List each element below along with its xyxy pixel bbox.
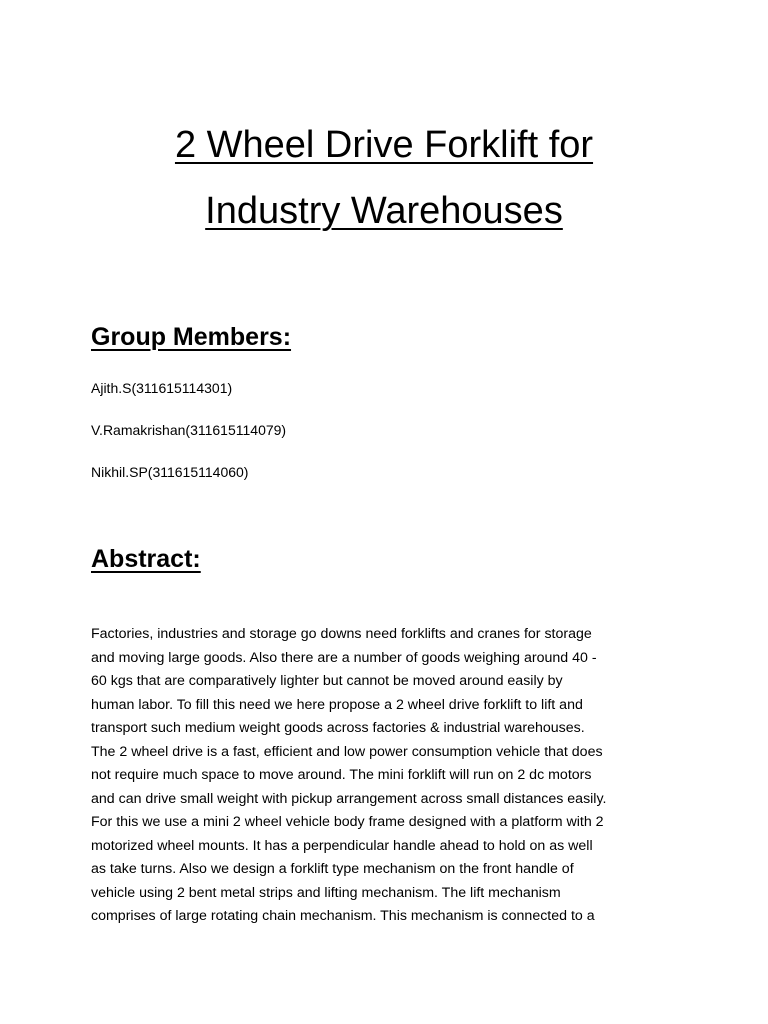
- abstract-line: human labor. To fill this need we here propose a 2 wheel drive forklift to lift and: [91, 696, 583, 713]
- abstract-paragraph: [91, 623, 691, 929]
- member-entry: V.Ramakrishan(311615114079): [91, 422, 287, 438]
- abstract-line: 60 kgs that are comparatively lighter but cannot be moved around easily by: [91, 673, 563, 689]
- abstract-line: and can drive small weight with pickup arrangement across small distances easily.: [91, 790, 607, 807]
- abstract-line: and moving large goods. Also there are a number of goods weighing around 40 -: [91, 649, 597, 666]
- member-entry: Nikhil.SP(311615114060): [91, 464, 249, 480]
- abstract-line: as take turns. Also we design a forklift type mechanism on the front handle of: [91, 861, 574, 877]
- title-line: Industry Warehouses: [205, 190, 563, 232]
- abstract-heading: Abstract:: [91, 545, 201, 573]
- abstract-line: The 2 wheel drive is a fast, efficient and low power consumption vehicle that does: [91, 743, 603, 760]
- document-title: [0, 112, 768, 244]
- group-members-heading: Group Members:: [91, 323, 292, 351]
- abstract-line: motorized wheel mounts. It has a perpendicular handle ahead to hold on as well: [91, 837, 593, 854]
- title-line: 2 Wheel Drive Forklift for: [174, 124, 594, 166]
- abstract-line: comprises of large rotating chain mechanism. This mechanism is connected to a: [91, 908, 595, 924]
- abstract-line: Factories, industries and storage go downs need forklifts and cranes for storage: [91, 626, 592, 642]
- abstract-line: vehicle using 2 bent metal strips and lifting mechanism. The lift mechanism: [91, 884, 561, 901]
- abstract-line: not require much space to move around. The mini forklift will run on 2 dc motors: [91, 767, 592, 783]
- abstract-line: transport such medium weight goods across factories & industrial warehouses.: [91, 720, 585, 736]
- abstract-line: For this we use a mini 2 wheel vehicle body frame designed with a platform with 2: [91, 814, 604, 830]
- member-entry: Ajith.S(311615114301): [91, 380, 233, 396]
